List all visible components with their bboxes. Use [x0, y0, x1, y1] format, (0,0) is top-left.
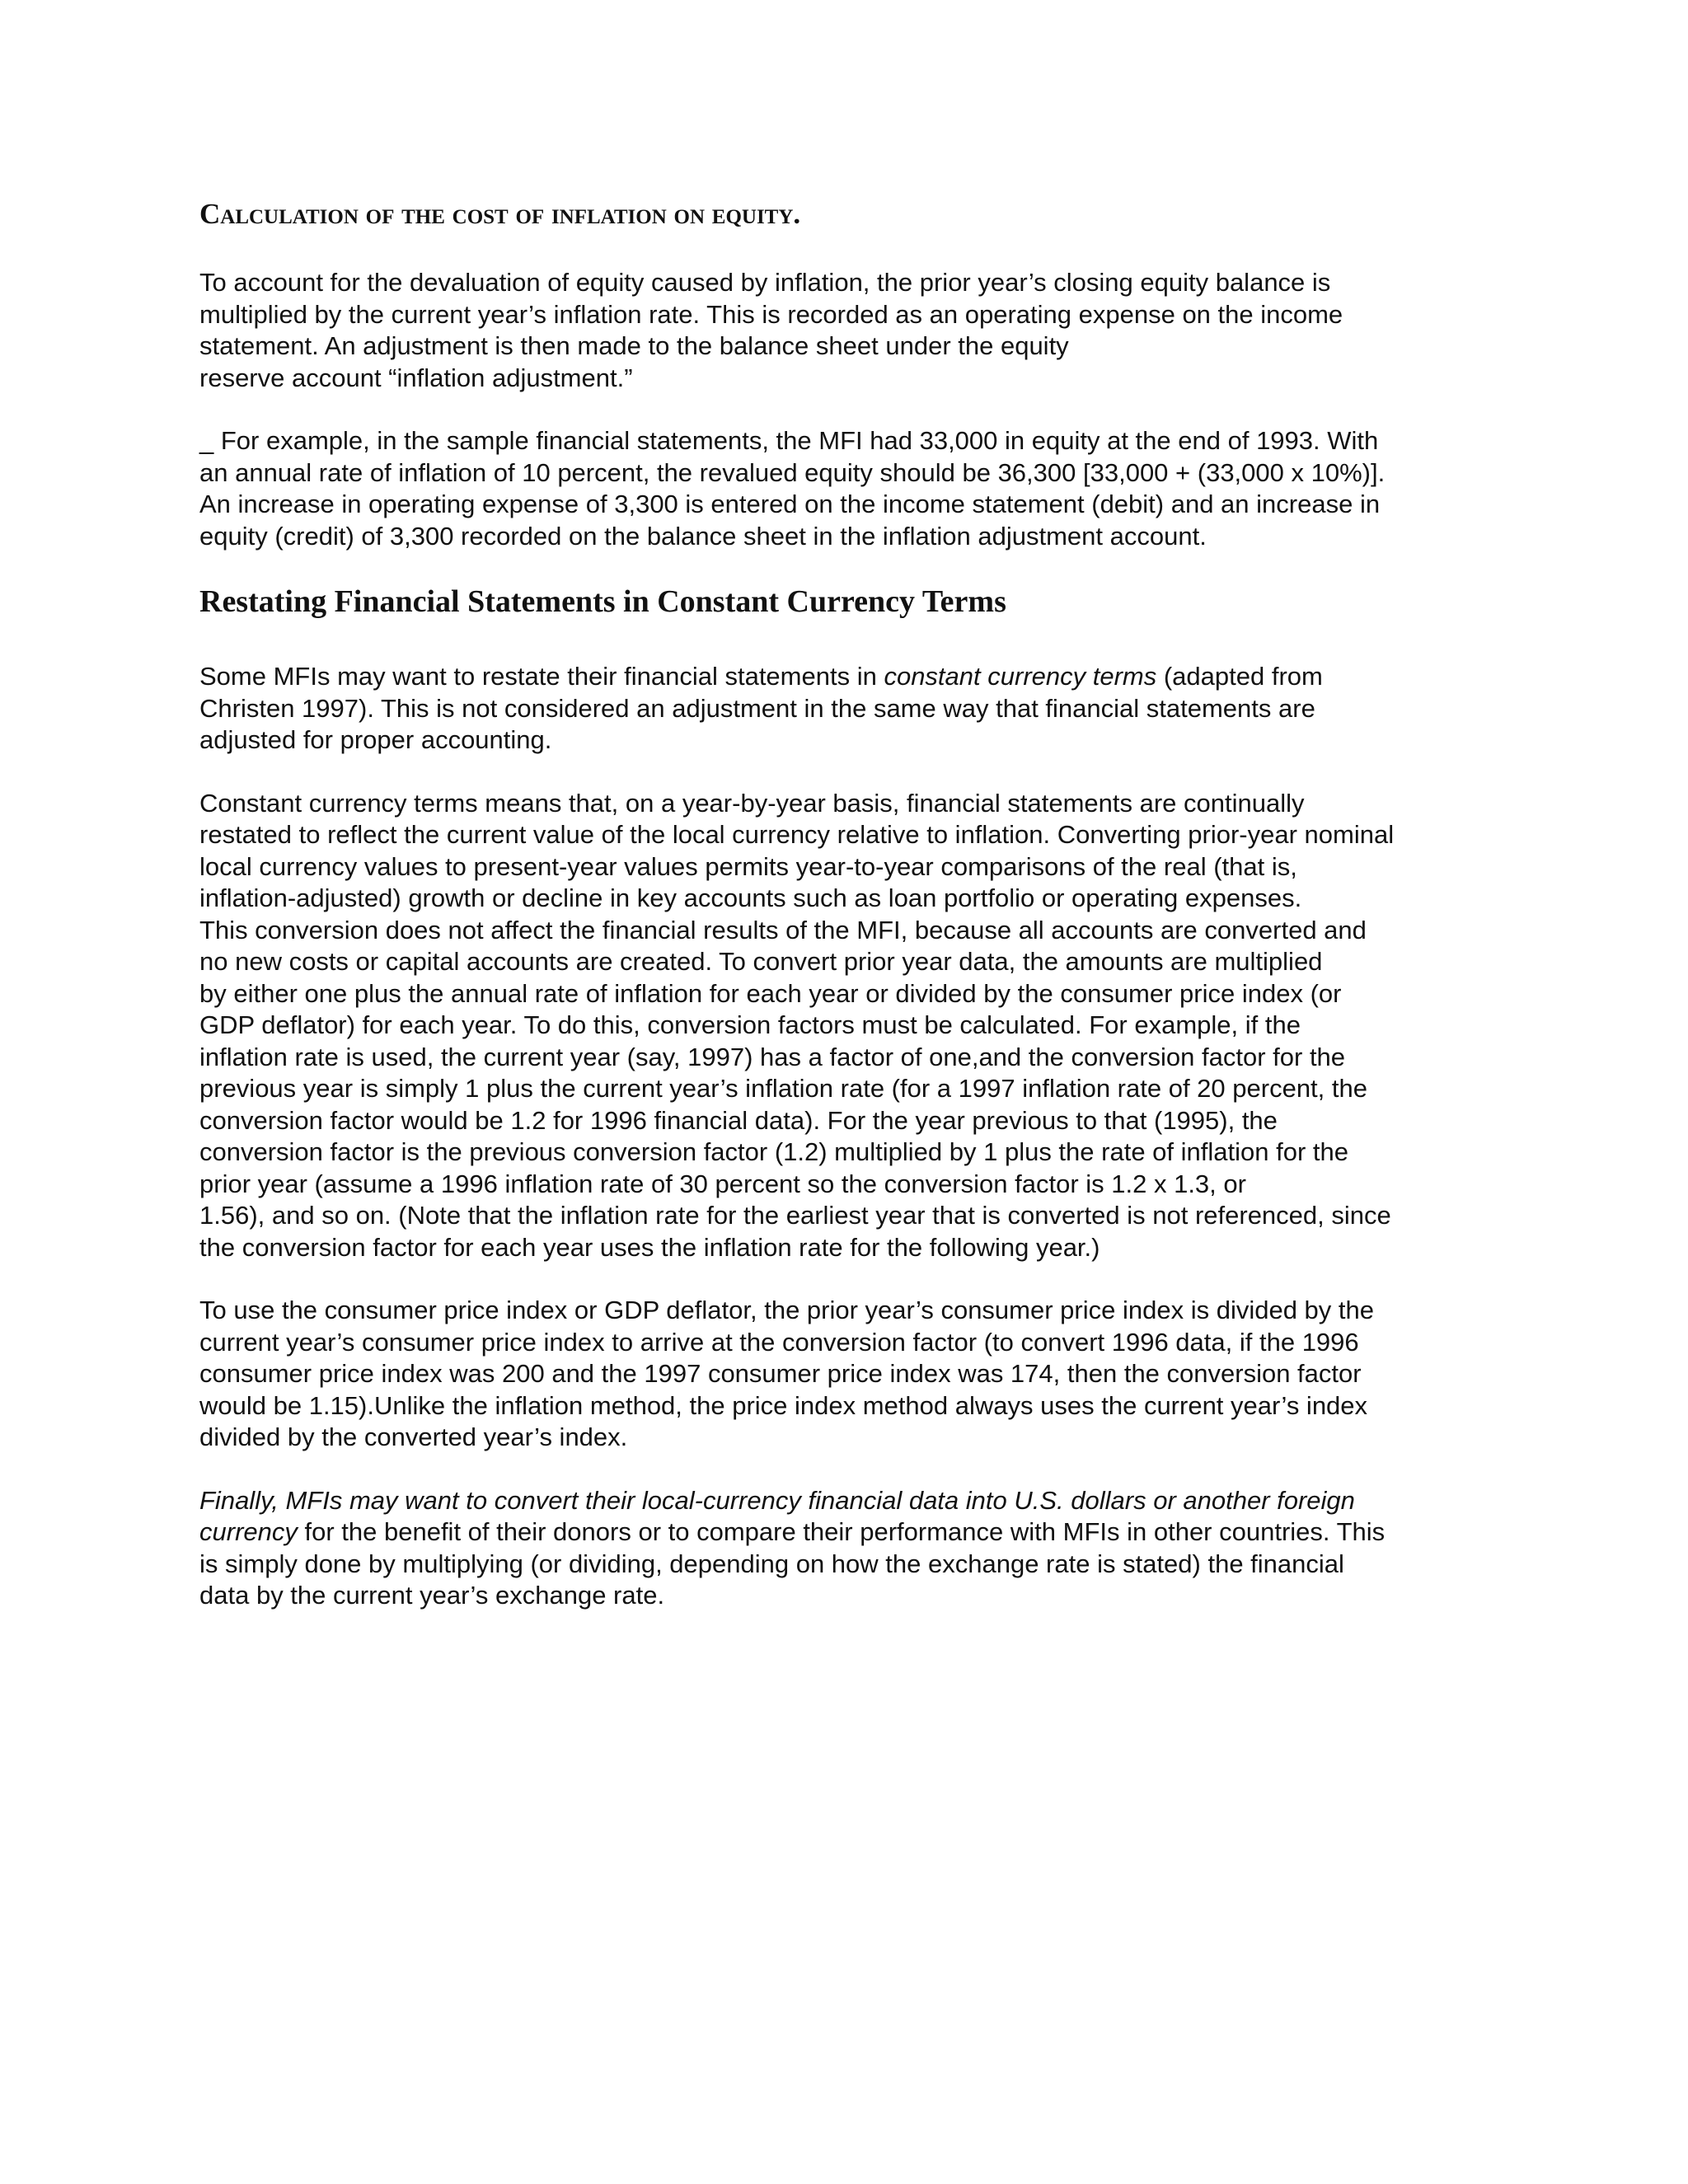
section-heading-inflation-cost: Calculation of the cost of inflation on equity.	[199, 198, 801, 230]
text-line: conversion factor would be 1.2 for 1996 financial data). For the year previous to that (1995), the	[199, 1105, 1278, 1135]
text-line: inflation-adjusted) growth or decline in key accounts such as loan portfolio or operating expenses.	[199, 883, 1302, 912]
text-line: inflation rate is used, the current year (say, 1997) has a factor of one,and the conversion factor for the	[199, 1042, 1346, 1071]
text-line: no new costs or capital accounts are created. To convert prior year data, the amounts are multiplied	[199, 947, 1323, 976]
text-line: To account for the devaluation of equity caused by inflation, the prior year’s closing equity balance is	[199, 268, 1331, 297]
paragraph-foreign-currency	[199, 1485, 1502, 1612]
text-line: previous year is simply 1 plus the current year’s inflation rate (for a 1997 inflation rate of 20 percent, the	[199, 1074, 1367, 1103]
text-line: Christen 1997). This is not considered an adjustment in the same way that financial statements are	[199, 693, 1315, 723]
italic-term: currency	[199, 1517, 298, 1546]
text-line: the conversion factor for each year uses the inflation rate for the following year.)	[199, 1232, 1100, 1262]
text-line: conversion factor is the previous conversion factor (1.2) multiplied by 1 plus the rate of inflation for the	[199, 1137, 1348, 1166]
text-line: restated to reflect the current value of the local currency relative to inflation. Converting prior-year nominal	[199, 820, 1395, 849]
text-fragment: (adapted from	[1156, 662, 1323, 691]
text-line: data by the current year’s exchange rate.	[199, 1581, 665, 1610]
document-page	[199, 198, 1502, 1612]
text-line: by either one plus the annual rate of inflation for each year or divided by the consumer price index (or	[199, 978, 1342, 1008]
text-line: consumer price index was 200 and the 1997 consumer price index was 174, then the conversion factor	[199, 1359, 1362, 1388]
text-line	[199, 661, 1502, 693]
text-line: adjusted for proper accounting.	[199, 725, 552, 754]
paragraph-restate-intro	[199, 661, 1502, 757]
paragraph-example	[199, 425, 1502, 552]
text-line: _ For example, in the sample financial statements, the MFI had 33,000 in equity at the end of 1993. With	[199, 426, 1379, 455]
text-fragment: Some MFIs may want to restate their financial statements in	[199, 662, 884, 691]
text-fragment: for the benefit of their donors or to compare their performance with MFIs in other countries. This	[297, 1517, 1386, 1546]
text-line: equity (credit) of 3,300 recorded on the balance sheet in the inflation adjustment account.	[199, 521, 1207, 551]
text-line: is simply done by multiplying (or dividing, depending on how the exchange rate is stated) the financial	[199, 1549, 1344, 1578]
text-line: This conversion does not affect the financial results of the MFI, because all accounts are converted and	[199, 915, 1367, 944]
text-line: multiplied by the current year’s inflation rate. This is recorded as an operating expense on the income	[199, 299, 1343, 329]
paragraph-constant-currency-method	[199, 788, 1502, 1264]
text-line: local currency values to present-year values permits year-to-year comparisons of the real (that is,	[199, 851, 1297, 881]
text-line: An increase in operating expense of 3,300 is entered on the income statement (debit) and an increase in	[199, 490, 1381, 518]
text-line: 1.56), and so on. (Note that the inflation rate for the earliest year that is converted is not referenced, since	[199, 1201, 1391, 1230]
text-line: an annual rate of inflation of 10 percent, the revalued equity should be 36,300 [33,000 + (33,000 x 10%)].	[199, 457, 1386, 487]
text-line: prior year (assume a 1996 inflation rate of 30 percent so the conversion factor is 1.2 x 1.3, or	[199, 1169, 1246, 1198]
text-line: Finally, MFIs may want to convert their local-currency financial data into U.S. dollars or another foreign	[199, 1485, 1355, 1515]
italic-term: constant currency terms	[884, 662, 1157, 691]
section-heading-constant-currency: Restating Financial Statements in Constant Currency Terms	[199, 584, 1006, 619]
text-line	[199, 1516, 1502, 1549]
text-line: reserve account “inflation adjustment.”	[199, 363, 633, 392]
text-line: GDP deflator) for each year. To do this, conversion factors must be calculated. For example, if the	[199, 1010, 1301, 1039]
text-line: divided by the converted year’s index.	[199, 1422, 628, 1451]
text-line: To use the consumer price index or GDP deflator, the prior year’s consumer price index is divided by the	[199, 1296, 1375, 1324]
paragraph-devaluation	[199, 267, 1502, 394]
text-line: current year’s consumer price index to arrive at the conversion factor (to convert 1996 data, if the 1996	[199, 1327, 1359, 1357]
text-line: Constant currency terms means that, on a year-by-year basis, financial statements are continually	[199, 788, 1305, 818]
paragraph-price-index-method	[199, 1295, 1502, 1454]
text-line: statement. An adjustment is then made to the balance sheet under the equity	[199, 331, 1069, 360]
text-line: would be 1.15).Unlike the inflation method, the price index method always uses the current year’s index	[199, 1390, 1368, 1420]
